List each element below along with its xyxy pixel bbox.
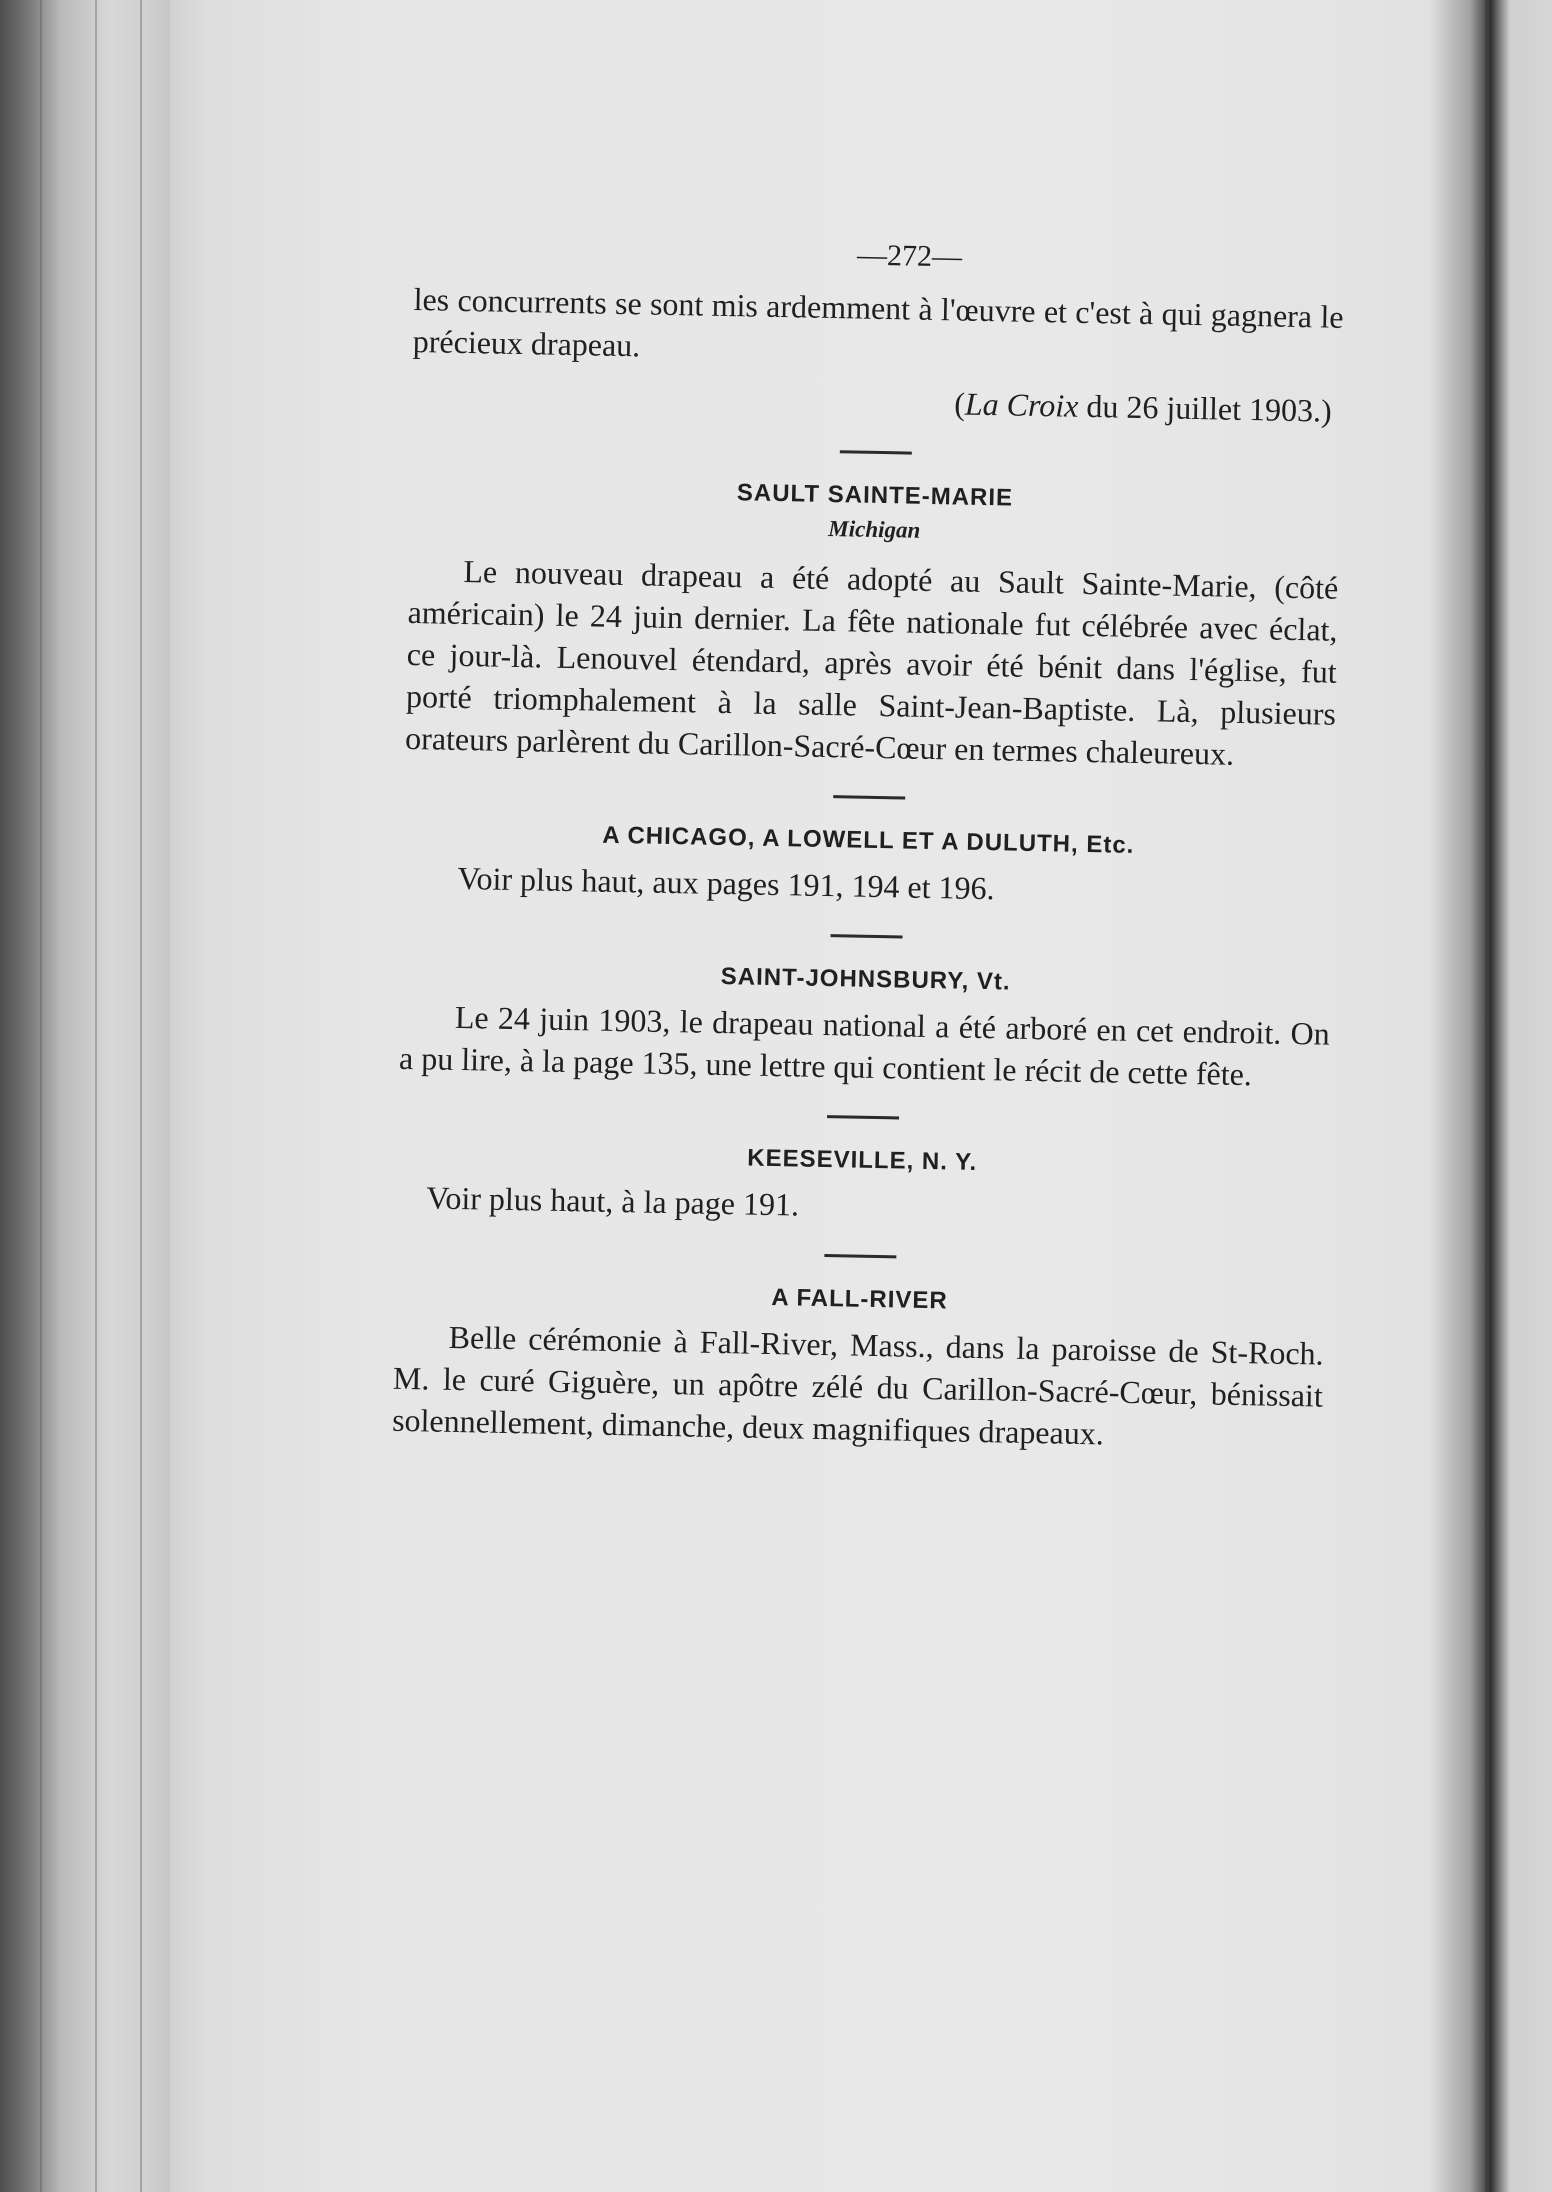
section-heading: A FALL-RIVER (771, 1284, 949, 1315)
section-body: Le 24 juin 1903, le drapeau national a été arboré en cet endroit. On a pu lire, à la page 135, une lettre qui contient le récit de cette fête. (398, 998, 1331, 1093)
section-heading: A CHICAGO, A LOWELL ET A DULUTH, Etc. (602, 821, 1135, 859)
citation-title: La Croix (964, 385, 1079, 424)
source-citation (411, 372, 1332, 432)
citation-open: ( (953, 385, 966, 422)
facing-page-edge (1490, 0, 1552, 2192)
section-heading: KEESEVILLE, N. Y. (747, 1144, 978, 1176)
citation-rest: du 26 juillet 1903.) (1078, 387, 1333, 429)
section-heading: SAINT-JOHNSBURY, Vt. (720, 963, 1011, 996)
continuation-paragraph: les concurrents se sont mis ardemment à l'œuvre et c'est à qui gagnera le précieux drapeau. (412, 280, 1344, 364)
page-stack-edge (0, 0, 175, 2192)
section-divider (827, 1115, 899, 1119)
page-number: —272— (856, 238, 963, 274)
section-body: Belle cérémonie à Fall-River, Mass., dans la paroisse de St-Roch. M. le curé Giguère, un apôtre zélé du Carillon-Sacré-Cœur, bénissait solennellement, dimanche, deux magnifiques drapeaux. (391, 1318, 1324, 1452)
section-divider (824, 1254, 896, 1258)
page-edge-line (40, 0, 42, 2192)
section-divider (831, 934, 903, 938)
section-body: Voir plus haut, aux pages 191, 194 et 196. (457, 859, 995, 907)
page-edge-line (95, 0, 97, 2192)
section-body: Voir plus haut, à la page 191. (426, 1179, 800, 1223)
section-divider (833, 795, 905, 799)
page-edge-line (140, 0, 142, 2192)
section-body: Le nouveau drapeau a été adopté au Sault Sainte-Marie, (côté américain) le 24 juin dernier. La fête nationale fut célébrée avec éclat, ce jour-là. Lenouvel étendard, après avoir été bénit dans l'église, fut porté triomphalement à la salle Saint-Jean-Baptiste. Là, plusieurs orateurs parlèrent du Carillon-Sacré-Cœur en termes chaleureux. (404, 552, 1339, 772)
section-subheading: Michigan (828, 515, 921, 543)
book-spine-shadow (1430, 0, 1490, 2192)
section-divider (840, 450, 912, 454)
page-text (392, 230, 1345, 1459)
section-heading: SAULT SAINTE-MARIE (736, 479, 1014, 512)
